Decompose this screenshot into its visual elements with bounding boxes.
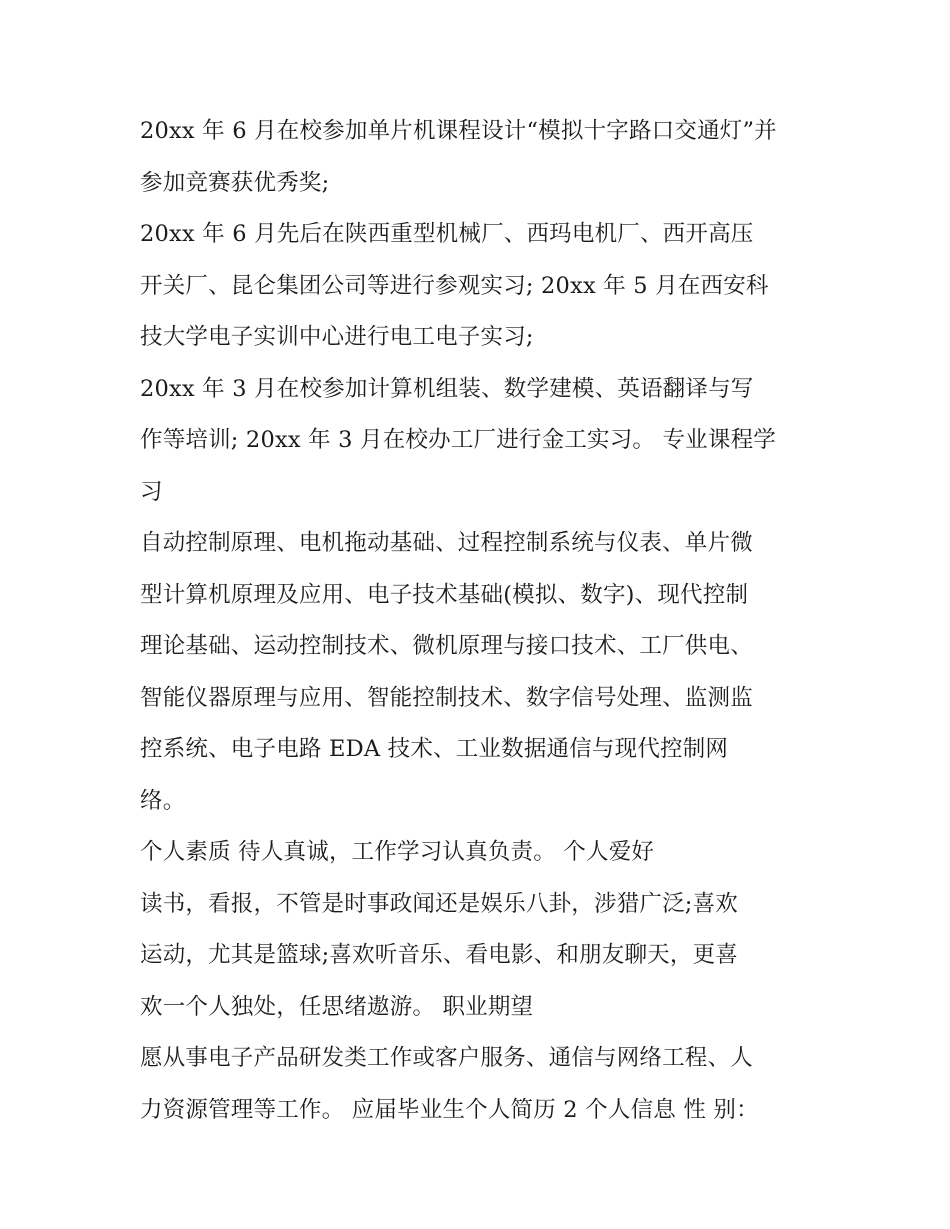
text-line: 络。: [140, 787, 186, 814]
text-line: 参加竞赛获优秀奖;: [140, 169, 330, 196]
text-line: 习: [140, 478, 163, 505]
text-line: 开关厂、昆仑集团公司等进行参观实习; 20xx 年 5 月在西安科: [140, 272, 769, 299]
text-line: 个人素质 待人真诚，工作学习认真负责。 个人爱好: [140, 839, 655, 865]
text-line: 技大学电子实训中心进行电工电子实习;: [140, 324, 534, 350]
text-line: 读书，看报，不管是时事政闻还是娱乐八卦，涉猎广泛;喜欢: [140, 890, 738, 917]
text-line: 智能仪器原理与应用、智能控制技术、数字信号处理、监测监: [140, 684, 753, 711]
text-line: 力资源管理等工作。 应届毕业生个人简历 2 个人信息 性 别：: [140, 1096, 759, 1123]
resume-text-body: [140, 106, 840, 1136]
text-line: 欢一个人独处，任思绪遨游。 职业期望: [140, 993, 534, 1020]
text-line: 控系统、电子电路 EDA 技术、工业数据通信与现代控制网: [140, 736, 729, 762]
text-line: 型计算机原理及应用、电子技术基础(模拟、数字)、现代控制: [140, 581, 749, 608]
text-line: 20xx 年 3 月在校参加计算机组装、数学建模、英语翻译与写: [140, 375, 754, 402]
text-line: 愿从事电子产品研发类工作或客户服务、通信与网络工程、人: [140, 1045, 753, 1071]
text-line: 20xx 年 6 月在校参加单片机课程设计“模拟十字路口交通灯”并: [140, 118, 777, 144]
text-line: 理论基础、运动控制技术、微机原理与接口技术、工厂供电、: [140, 633, 753, 659]
text-line: 运动，尤其是篮球;喜欢听音乐、看电影、和朋友聊天，更喜: [140, 942, 738, 968]
text-line: 自动控制原理、电机拖动基础、过程控制系统与仪表、单片微: [140, 530, 753, 556]
text-line: 20xx 年 6 月先后在陕西重型机械厂、西玛电机厂、西开高压: [140, 221, 754, 247]
text-line: 作等培训; 20xx 年 3 月在校办工厂进行金工实习。 专业课程学: [140, 427, 776, 453]
